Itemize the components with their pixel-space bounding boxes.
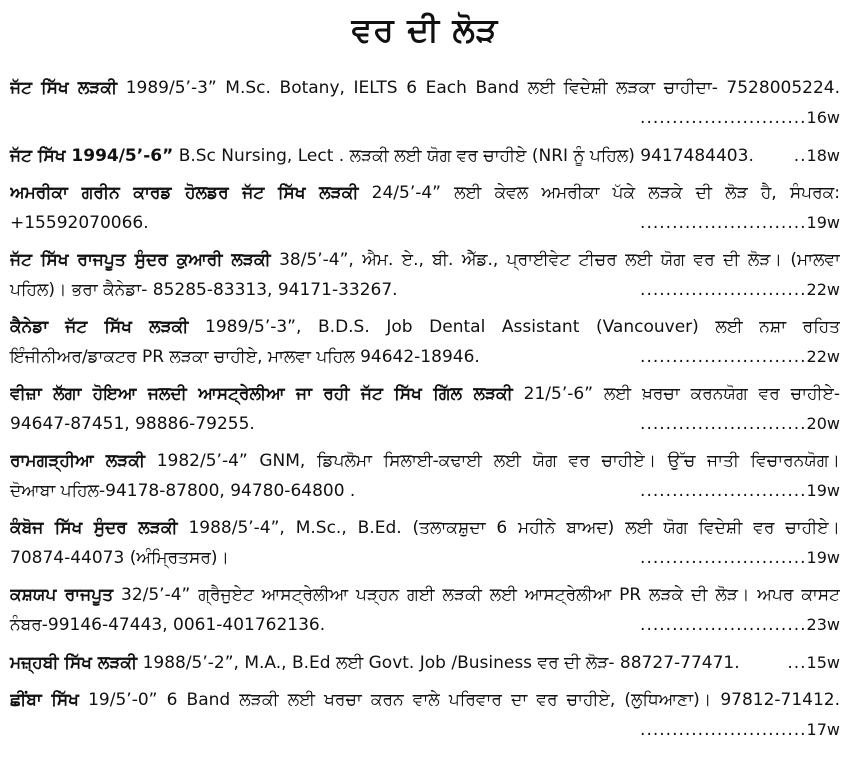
- ad-lead: ਜੱਟ ਸਿੱਖ ਲੜਕੀ: [10, 78, 118, 98]
- ad-lead: ਅਮਰੀਕਾ ਗਰੀਨ ਕਾਰਡ ਹੋਲਡਰ ਜੱਟ ਸਿੱਖ ਲੜਕੀ: [10, 183, 359, 203]
- word-count-badge: [640, 103, 840, 133]
- ad-item: [10, 141, 840, 171]
- dots-leader: ..: [793, 146, 807, 166]
- page-title: ਵਰ ਦੀ ਲੋੜ: [351, 10, 499, 49]
- word-count-badge: [640, 476, 840, 506]
- word-count-badge: [640, 342, 840, 372]
- word-count: 15w: [806, 653, 840, 672]
- ad-lead: ਜੱਟ ਸਿੱਖ 1994/5’-6”: [10, 146, 174, 166]
- word-count-badge: [794, 141, 840, 171]
- dots-leader: ..........................: [640, 615, 807, 635]
- ad-count-line: [10, 715, 840, 745]
- ad-text-line: [10, 313, 840, 342]
- ad-item: [10, 447, 840, 506]
- ad-count-line: [10, 275, 840, 305]
- ad-body-text: B.Sc Nursing, Lect . ਲੜਕੀ ਲਈ ਯੋਗ ਵਰ ਚਾਹੀਏ (NRI ਨੂੰ ਪਹਿਲ) 9417484403.: [178, 146, 754, 166]
- ad-lead: ਜੱਟ ਸਿੱਖ ਰਾਜਪੂਤ ਸੁੰਦਰ ਕੁਆਰੀ ਲੜਕੀ: [10, 250, 271, 270]
- ad-item: [10, 514, 840, 573]
- ad-count-line: [10, 208, 840, 238]
- ad-count-line: [10, 543, 840, 573]
- ad-continuation-text: 94647-87451, 98886-79255.: [10, 414, 255, 434]
- ad-count-line: [10, 610, 840, 640]
- ad-item: [10, 581, 840, 640]
- word-count: 18w: [806, 146, 840, 165]
- dots-leader: ..........................: [640, 481, 807, 501]
- ad-item: [10, 313, 840, 372]
- word-count-badge: [640, 715, 840, 745]
- dots-leader: ..........................: [640, 213, 807, 233]
- ad-body-text: 32/5’-4” ਗ੍ਰੈਜੁਏਟ ਆਸਟ੍ਰੇਲੀਆ ਪੜ੍ਹਨ ਗਈ ਲੜਕੀ ਲਈ ਆਸਟ੍ਰੇਲੀਆ PR ਲੜਕੇ ਦੀ ਲੋੜ। ਅਪਰ ਕਾਸਟ: [121, 585, 840, 605]
- ad-item: [10, 380, 840, 439]
- ad-text-line: [10, 447, 840, 476]
- ad-item: [10, 686, 840, 745]
- word-count: 23w: [806, 615, 840, 634]
- word-count-badge: [787, 648, 840, 678]
- ad-lead: ਵੀਜ਼ਾ ਲੱਗਾ ਹੋਇਆ ਜਲਦੀ ਆਸਟ੍ਰੇਲੀਆ ਜਾ ਰਹੀ ਜੱਟ ਸਿੱਖ ਗਿੱਲ ਲੜਕੀ: [10, 384, 513, 404]
- ad-continuation-text: ਨੰਬਰ-99146-47443, 0061-401762136.: [10, 615, 326, 635]
- ad-count-line: [10, 342, 840, 372]
- ad-continuation-text: ਦੋਆਬਾ ਪਹਿਲ-94178-87800, 94780-64800 .: [10, 481, 356, 501]
- dots-leader: ..........................: [640, 414, 807, 434]
- ad-item: [10, 179, 840, 238]
- ad-continuation-text: 70874-44073 (ਅੰਮ੍ਰਿਤਸਰ)।: [10, 548, 229, 568]
- ad-continuation-text: ਇੰਜੀਨੀਅਰ/ਡਾਕਟਰ PR ਲੜਕਾ ਚਾਹੀਏ, ਮਾਲਵਾ ਪਹਿਲ 94642-18946.: [10, 347, 480, 367]
- word-count-badge: [640, 610, 840, 640]
- ad-body-text: 1988/5’-2”, M.A., B.Ed ਲਈ Govt. Job /Business ਵਰ ਦੀ ਲੋੜ- 88727-77471.: [142, 653, 740, 673]
- ad-body-text: 1989/5’-3” M.Sc. Botany, IELTS 6 Each Band ਲਈ ਵਿਦੇਸ਼ੀ ਲੜਕਾ ਚਾਹੀਦਾ- 7528005224.: [125, 78, 840, 98]
- ad-item: [10, 74, 840, 133]
- ad-lead: ਮਜ਼੍ਹਬੀ ਸਿੱਖ ਲੜਕੀ: [10, 653, 138, 673]
- word-count-badge: [640, 275, 840, 305]
- ad-lead: ਰਾਮਗੜ੍ਹੀਆ ਲੜਕੀ: [10, 451, 146, 471]
- ad-body-text: 19/5’-0” 6 Band ਲੜਕੀ ਲਈ ਖਰਚਾ ਕਰਨ ਵਾਲੇ ਪਰਿਵਾਰ ਦਾ ਵਰ ਚਾਹੀਏ, (ਲੁਧਿਆਣਾ)। 97812-71412.: [88, 690, 840, 710]
- ad-continuation-text: ਪਹਿਲ)। ਭਰਾ ਕੈਨੇਡਾ- 85285-83313, 94171-33267.: [10, 280, 398, 300]
- ad-text-line: [10, 581, 840, 610]
- ad-count-line: [10, 476, 840, 506]
- ad-text-line: [10, 648, 840, 678]
- ad-text-line: [10, 141, 840, 171]
- ad-item: [10, 648, 840, 678]
- ad-text-line: [10, 246, 840, 275]
- ad-lead: ਕੈਨੇਡਾ ਜੱਟ ਸਿੱਖ ਲੜਕੀ: [10, 317, 189, 337]
- dots-leader: ..........................: [640, 548, 807, 568]
- ad-body-text: 38/5’-4”, ਐਮ. ਏ., ਬੀ. ਐੱਡ., ਪ੍ਰਾਈਵੇਟ ਟੀਚਰ ਲਈ ਯੋਗ ਵਰ ਦੀ ਲੋੜ। (ਮਾਲਵਾ: [279, 250, 840, 270]
- ad-count-line: [10, 103, 840, 133]
- word-count: 17w: [806, 720, 840, 739]
- dots-leader: ...: [787, 653, 807, 673]
- ad-text-line: [10, 380, 840, 409]
- word-count: 22w: [806, 347, 840, 366]
- word-count-badge: [640, 409, 840, 439]
- word-count: 16w: [806, 108, 840, 127]
- dots-leader: ..........................: [640, 720, 807, 740]
- ad-lead: ਕਸ਼ਯਪ ਰਾਜਪੂਤ: [10, 585, 114, 605]
- ad-continuation-text: +15592070066.: [10, 213, 149, 233]
- ad-text-line: [10, 179, 840, 208]
- ad-body-text: 1988/5’-4”, M.Sc., B.Ed. (ਤਲਾਕਸ਼ੁਦਾ 6 ਮਹੀਨੇ ਬਾਅਦ) ਲਈ ਯੋਗ ਵਿਦੇਸ਼ੀ ਵਰ ਚਾਹੀਏ।: [188, 518, 840, 538]
- ad-body-text: 1982/5’-4” GNM, ਡਿਪਲੋਮਾ ਸਿਲਾਈ-ਕਢਾਈ ਲਈ ਯੋਗ ਵਰ ਚਾਹੀਏ। ਉੱਚ ਜਾਤੀ ਵਿਚਾਰਨਯੋਗ।: [156, 451, 840, 471]
- ad-lead: ਛੀਂਬਾ ਸਿੱਖ: [10, 690, 79, 710]
- word-count-badge: [640, 543, 840, 573]
- ad-item: [10, 246, 840, 305]
- word-count: 19w: [806, 548, 840, 567]
- dots-leader: ..........................: [640, 108, 807, 128]
- word-count: 20w: [806, 414, 840, 433]
- ad-body-text: 24/5’-4” ਲਈ ਕੇਵਲ ਅਮਰੀਕਾ ਪੱਕੇ ਲੜਕੇ ਦੀ ਲੋੜ ਹੈ, ਸੰਪਰਕ:: [371, 183, 840, 203]
- ad-text-line: [10, 514, 840, 543]
- dots-leader: ..........................: [640, 347, 807, 367]
- ad-single-line: [10, 649, 740, 678]
- ad-count-line: [10, 409, 840, 439]
- word-count-badge: [640, 208, 840, 238]
- ad-text-line: [10, 686, 840, 715]
- ad-lead: ਕੰਬੋਜ ਸਿੱਖ ਸੁੰਦਰ ਲੜਕੀ: [10, 518, 178, 538]
- ad-single-line: [10, 142, 754, 171]
- word-count: 19w: [806, 481, 840, 500]
- word-count: 22w: [806, 280, 840, 299]
- ad-body-text: 1989/5’-3”, B.D.S. Job Dental Assistant (Vancouver) ਲਈ ਨਸ਼ਾ ਰਹਿਤ: [205, 317, 840, 337]
- dots-leader: ..........................: [640, 280, 807, 300]
- word-count: 19w: [806, 213, 840, 232]
- ad-body-text: 21/5’-6” ਲਈ ਖ਼ਰਚਾ ਕਰਨਯੋਗ ਵਰ ਚਾਹੀਏ-: [523, 384, 840, 404]
- ad-text-line: [10, 74, 840, 103]
